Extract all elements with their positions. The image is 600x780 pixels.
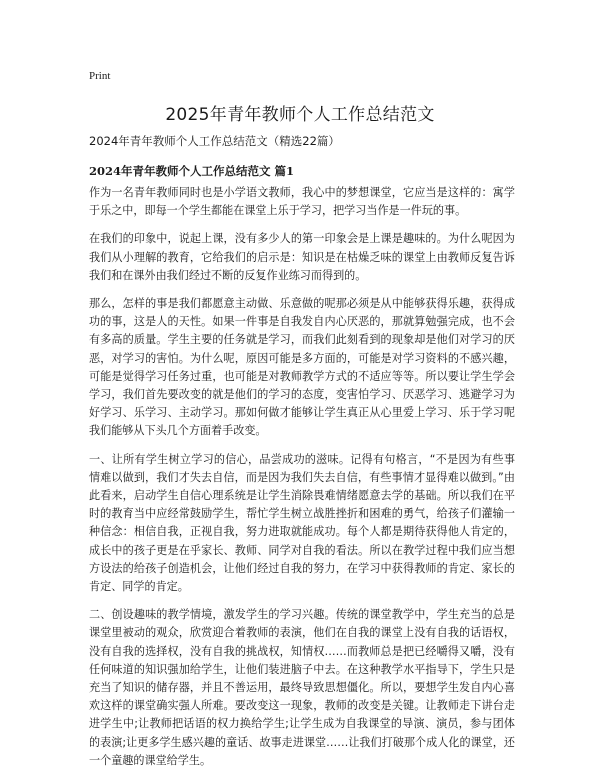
paragraph-5: 二、创设趣味的教学情境，激发学生的学习兴趣。传统的课堂教学中，学生充当的总是课堂里被动的观众，欣赏迎合着教师的表演，他们在自我的课堂上没有自我的话语权，没有自我的选择权，没有自我的挑战权，知情权……而教师总是把已经嚼得又嚼，没有任何味道的知识强加给学生，让他们装进脑子中去。在这种教学水平指导下，学生只是充当了知识的储存器，并且不善运用，最终导致思想僵化。所以，要想学生发自内心喜欢这样的课堂确实强人所难。要改变这一现象，教师的改变是关键。让教师走下讲台走进学生中;让教师把话语的权力换给学生;让学生成为自我课堂的导演、演员，参与团体的表演;让更多学生感兴趣的童话、故事走进课堂……让我们打破那个成人化的课堂，还一个童趣的课堂给学生。 bbox=[89, 608, 515, 767]
print-link[interactable]: Print bbox=[89, 70, 111, 82]
document-subtitle: 2024年青年教师个人工作总结范文（精选22篇） bbox=[89, 134, 340, 148]
paragraph-1: 作为一名青年教师同时也是小学语文教师，我心中的梦想课堂，它应当是这样的：寓学于乐之中，即每一个学生都能在课堂上乐于学习，把学习当作是一件玩的事。 bbox=[89, 186, 515, 218]
paragraph-4: 一、让所有学生树立学习的信心，品尝成功的滋味。记得有句格言，“不是因为有些事情难以做到，我们才失去自信，而是因为我们失去自信，有些事情才显得难以做到。”由此看来，启动学生自信心理系统是让学生消除畏难情绪愿意去学的基础。所以我们在平时的教育当中应经常鼓励学生，帮忙学生树立战胜挫折和困难的勇气，给孩子们灌输一种信念：相信自我，正视自我，努力进取就能成功。每个人都是期待获得他人肯定的，成长中的孩子更是在乎家长、教师、同学对自我的看法。所以在教学过程中我们应当想方设法的给孩子创造机会，让他们经过自我的努力，在学习中获得教师的肯定、家长的肯定、同学的肯定。 bbox=[89, 452, 515, 594]
paragraph-3: 那么，怎样的事是我们都愿意主动做、乐意做的呢那必须是从中能够获得乐趣，获得成功的事，这是人的天性。如果一件事是自我发自内心厌恶的，那就算勉强完成，也不会有多高的质量。学生主要的任务就是学习，而我们此刻看到的现象却是他们对学习的厌恶，对学习的害怕。为什么呢，原因可能是多方面的，可能是对学习资料的不感兴趣，可能是觉得学习任务过重，也可能是对教师教学方式的不适应等等。所以要让学生学会学习，我们首先要改变的就是他们的学习的态度，变害怕学习、厌恶学习、逃避学习为好学习、乐学习、主动学习。那如何做才能够让学生真正从心里爱上学习、乐于学习呢我们能够从下头几个方面着手改变。 bbox=[89, 297, 515, 438]
section-heading: 2024年青年教师个人工作总结范文 篇1 bbox=[89, 164, 295, 178]
paragraph-2: 在我们的印象中，说起上课，没有多少人的第一印象会是上课是趣味的。为什么呢因为我们从小理解的教育，它给我们的启示是：知识是在枯燥乏味的课堂上由教师反复告诉我们和在课外由我们经过不断的反复作业练习而得到的。 bbox=[89, 232, 515, 282]
article-body bbox=[89, 184, 515, 780]
document-title: 2025年青年教师个人工作总结范文 bbox=[165, 105, 435, 125]
